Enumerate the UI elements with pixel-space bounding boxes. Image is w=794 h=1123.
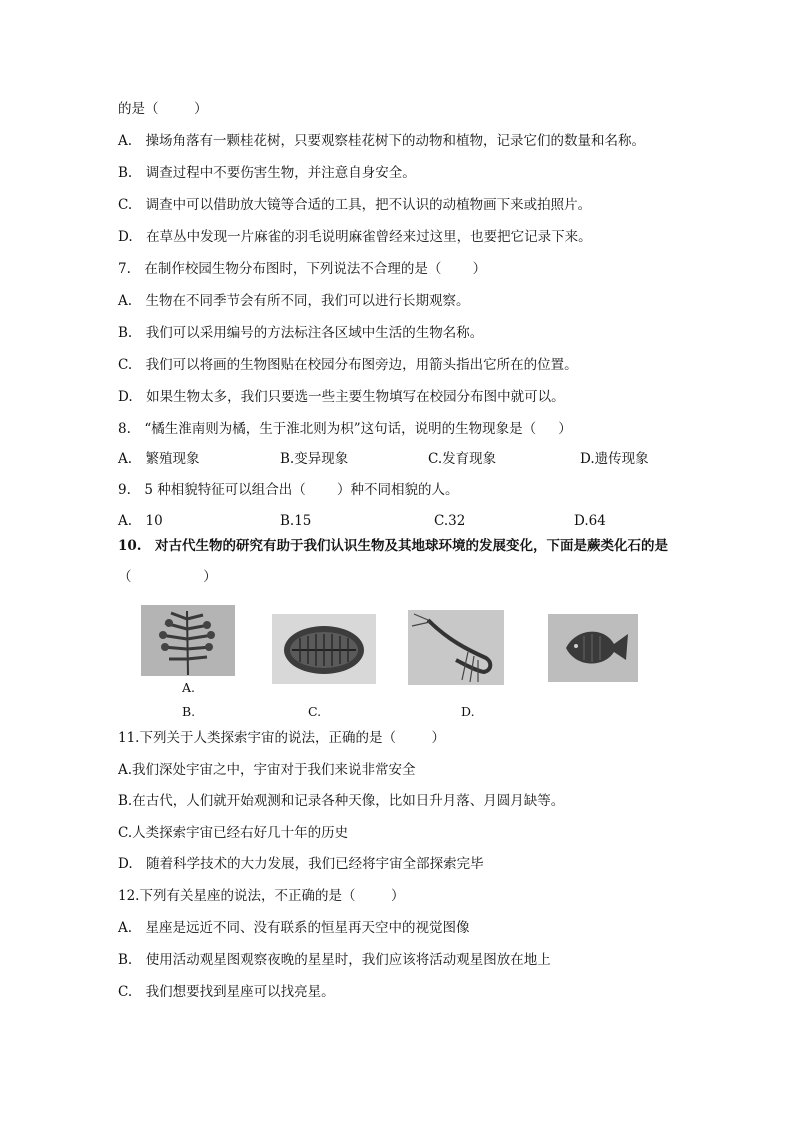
shrimp-fossil-image: [408, 610, 504, 685]
fish-fossil-drawing: [548, 614, 638, 682]
q12-option-b: B. 使用活动观星图观察夜晚的星星时，我们应该将活动观星图放在地上: [118, 952, 551, 968]
q9-option-c: C.32: [434, 513, 466, 529]
shrimp-fossil-drawing: [408, 610, 504, 685]
fossil-label-d: D.: [461, 704, 475, 719]
q11-option-b: B.在古代，人们就开始观测和记录各种天像，比如日升月落、月圆月缺等。: [118, 793, 565, 809]
line-8: C. 我们可以将画的生物图贴在校园分布图旁边，用箭头指出它所在的位置。: [118, 357, 578, 373]
fossil-label-a: A.: [182, 680, 196, 695]
q10-stem: 10. 对古代生物的研究有助于我们认识生物及其地球环境的发展变化，下面是蕨类化石的是: [118, 538, 668, 554]
line-1: A. 操场角落有一颗桂花树，只要观察桂花树下的动物和植物，记录它们的数量和名称。: [118, 133, 646, 149]
q12-stem: 12.下列有关星座的说法，不正确的是（ ）: [118, 888, 405, 904]
q9-option-a: A. 10: [118, 513, 163, 529]
trilobite-fossil-drawing: [272, 614, 376, 684]
fossil-label-c: C.: [308, 704, 322, 719]
q11-option-d: D. 随着科学技术的大力发展，我们已经将宇宙全部探索完毕: [118, 856, 484, 872]
line-10: 8. “橘生淮南则为橘，生于淮北则为枳”这句话，说明的生物现象是（ ）: [118, 421, 572, 437]
line-4: D. 在草丛中发现一片麻雀的羽毛说明麻雀曾经来过这里，也要把它记录下来。: [118, 229, 592, 245]
fern-fossil-drawing: [141, 605, 235, 676]
q8-option-d: D.遗传现象: [580, 451, 649, 467]
q8-option-a: A. 繁殖现象: [118, 451, 200, 467]
line-5: 7. 在制作校园生物分布图时，下列说法不合理的是（ ）: [118, 261, 487, 277]
q12-option-c: C. 我们想要找到星座可以找亮星。: [118, 984, 335, 1000]
q11-stem: 11.下列关于人类探索宇宙的说法，正确的是（ ）: [118, 730, 446, 746]
fern-fossil-image: [141, 605, 235, 676]
q8-option-b: B.变异现象: [280, 451, 349, 467]
line-0: 的是（ ）: [118, 101, 208, 117]
q8-option-c: C.发育现象: [428, 451, 497, 467]
line-2: B. 调查过程中不要伤害生物，并注意自身安全。: [118, 165, 416, 181]
q9-stem: 9. 5 种相貌特征可以组合出（ ）种不同相貌的人。: [118, 482, 459, 498]
line-7: B. 我们可以采用编号的方法标注各区域中生活的生物名称。: [118, 325, 484, 341]
q9-option-d: D.64: [574, 513, 606, 529]
fossil-label-b: B.: [182, 704, 196, 719]
fish-fossil-image: [548, 614, 638, 682]
line-6: A. 生物在不同季节会有所不同，我们可以进行长期观察。: [118, 293, 470, 309]
q11-option-c: C.人类探索宇宙已经右好几十年的历史: [118, 825, 349, 841]
line-9: D. 如果生物太多，我们只要选一些主要生物填写在校园分布图中就可以。: [118, 389, 565, 405]
q10-paren: （ ）: [118, 569, 217, 585]
q11-option-a: A.我们深处宇宙之中，宇宙对于我们来说非常安全: [118, 762, 416, 778]
line-3: C. 调查中可以借助放大镜等合适的工具，把不认识的动植物画下来或拍照片。: [118, 197, 592, 213]
q9-option-b: B.15: [280, 513, 312, 529]
trilobite-fossil-image: [272, 614, 376, 684]
q12-option-a: A. 星座是远近不同、没有联系的恒星再天空中的视觉图像: [118, 920, 470, 936]
